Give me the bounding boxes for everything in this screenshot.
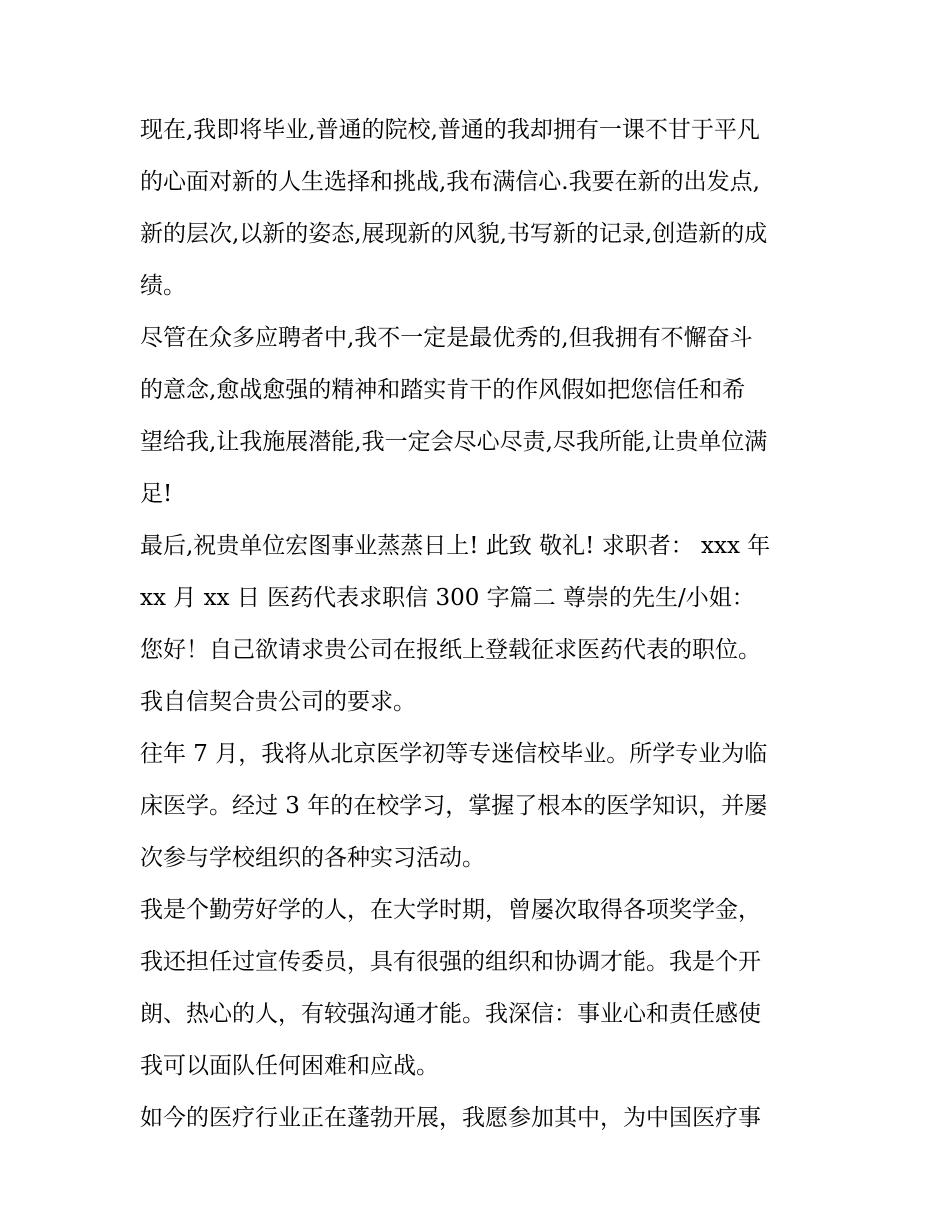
- text-line: 您好！自己欲请求贵公司在报纸上登载征求医药代表的职位。: [140, 637, 761, 663]
- text-line: 床医学。经过 3 年的在校学习，掌握了根本的医学知识，并屡: [140, 793, 768, 819]
- text-line: xx 月 xx 日 医药代表求职信 300 字篇二 尊崇的先生/小姐：: [140, 585, 755, 611]
- text-line: 如今的医疗行业正在蓬勃开展，我愿参加其中，为中国医疗事: [140, 1105, 761, 1131]
- text-line: 的心面对新的人生选择和挑战,我布满信心.我要在新的出发点,: [140, 169, 760, 195]
- text-line: 我还担任过宣传委员，具有很强的组织和协调才能。我是个开: [140, 949, 761, 975]
- letter-body: [140, 104, 820, 1144]
- text-line: 次参与学校组织的各种实习活动。: [140, 845, 485, 871]
- text-line: 我自信契合贵公司的要求。: [140, 689, 416, 715]
- text-line: 新的层次,以新的姿态,展现新的风貌,书写新的记录,创造新的成: [140, 221, 768, 247]
- text-line: 绩。: [140, 273, 186, 299]
- text-line: 朗、热心的人，有较强沟通才能。我深信：事业心和责任感使: [140, 1001, 761, 1027]
- text-line: 的意念,愈战愈强的精神和踏实肯干的作风假如把您信任和希: [140, 377, 746, 403]
- text-line: 最后,祝贵单位宏图事业蒸蒸日上! 此致 敬礼! 求职者： xxx 年: [140, 533, 771, 559]
- text-line: 尽管在众多应聘者中,我不一定是最优秀的,但我拥有不懈奋斗: [140, 325, 753, 351]
- text-line: 我可以面队任何困难和应战。: [140, 1053, 439, 1079]
- text-line: 望给我,让我施展潜能,我一定会尽心尽责,尽我所能,让贵单位满: [140, 429, 768, 455]
- text-line: 足!: [140, 481, 173, 507]
- text-line: 往年 7 月，我将从北京医学初等专迷信校毕业。所学专业为临: [140, 741, 768, 767]
- text-line: 现在,我即将毕业,普通的院校,普通的我却拥有一课不甘于平凡: [140, 117, 760, 143]
- text-line: 我是个勤劳好学的人，在大学时期，曾屡次取得各项奖学金，: [140, 897, 761, 923]
